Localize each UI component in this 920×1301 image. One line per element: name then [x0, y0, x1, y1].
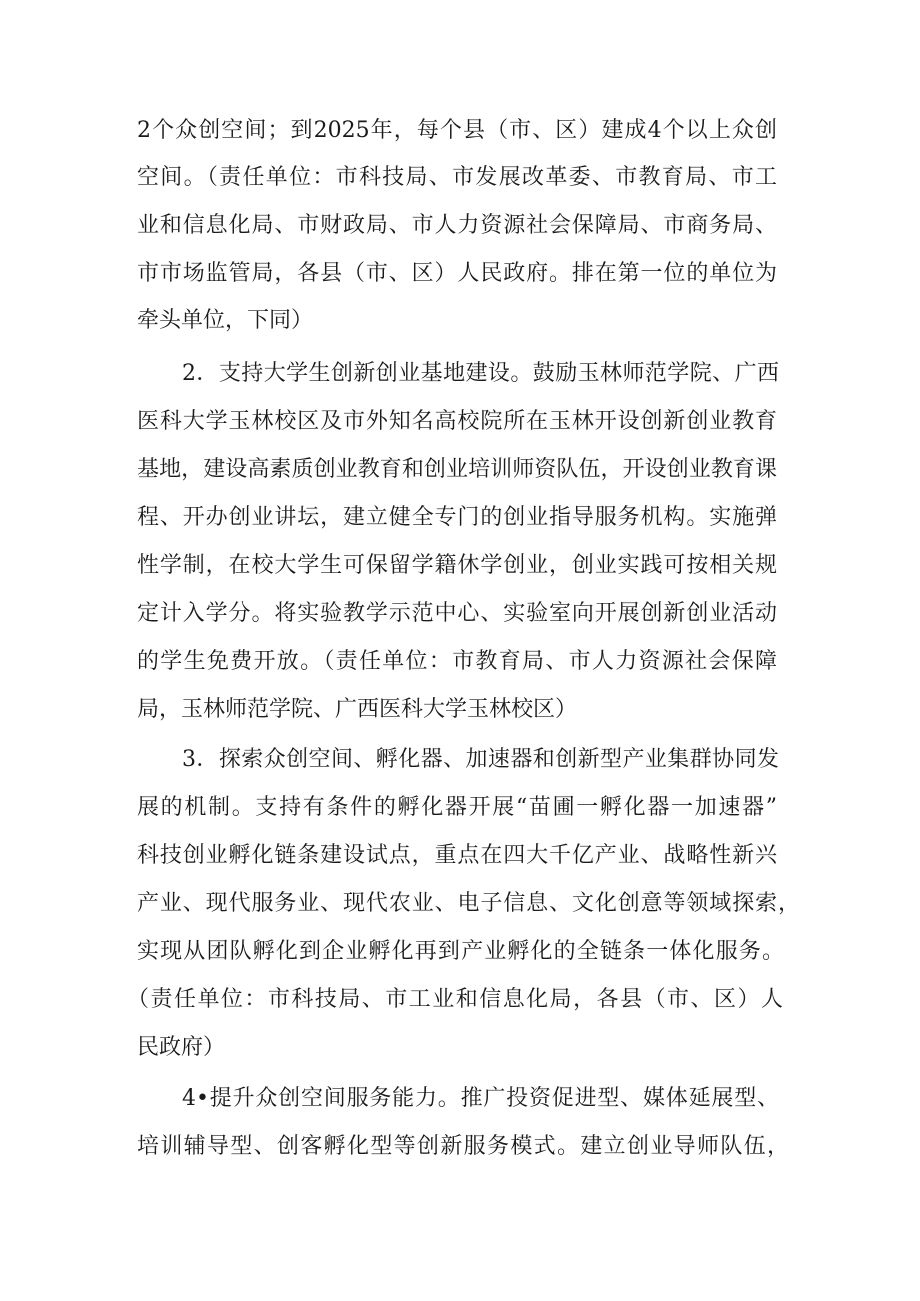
- text-line-content: 局，玉林师范学院、广西医科大学玉林校区）: [137, 697, 578, 722]
- text-line-content: 民政府）: [137, 1035, 226, 1060]
- text-line-content: 4•提升众创空间服务能力。推广投资促进型、媒体延展型、: [182, 1086, 779, 1111]
- text-line-content: 2．支持大学生创新创业基地建设。鼓励玉林师范学院、广西: [182, 361, 779, 386]
- text-line: [0, 496, 920, 540]
- text-line-content: 市市场监管局，各县（市、区）人民政府。排在第一位的单位为: [137, 261, 777, 286]
- text-line-content: 产业、现代服务业、现代农业、电子信息、文化创意等领域探索，: [137, 891, 800, 916]
- text-line: [0, 109, 920, 153]
- text-line: [0, 786, 920, 830]
- text-line-content: 程、开办创业讲坛，建立健全专门的创业指导服务机构。实施弹: [137, 505, 777, 530]
- text-line-content: 业和信息化局、市财政局、市人力资源社会保障局、市商务局、: [137, 213, 777, 238]
- text-line: [0, 1026, 920, 1070]
- text-line: [0, 978, 920, 1022]
- text-line: [0, 252, 920, 296]
- text-line-content: 性学制，在校大学生可保留学籍休学创业，创业实践可按相关规: [137, 553, 777, 578]
- text-line: [0, 544, 920, 588]
- text-line: [0, 882, 920, 926]
- text-line-content: 医科大学玉林校区及市外知名高校院所在玉林开设创新创业教育: [137, 409, 777, 434]
- text-line-content: 培训辅导型、创客孵化型等创新服务模式。建立创业导师队伍，: [137, 1134, 789, 1159]
- text-line: [0, 204, 920, 248]
- text-line-content: 基地，建设高素质创业教育和创业培训师资队伍，开设创业教育课: [137, 457, 777, 482]
- text-line-content: 科技创业孵化链条建设试点，重点在四大千亿产业、战略性新兴: [137, 843, 777, 868]
- text-line-content: 实现从团队孵化到企业孵化再到产业孵化的全链条一体化服务。: [137, 939, 784, 964]
- text-line: [0, 352, 920, 396]
- text-line-content: 3．探索众创空间、孵化器、加速器和创新型产业集群协同发: [182, 747, 779, 772]
- text-line: [0, 156, 920, 200]
- text-line: [0, 1077, 920, 1121]
- text-line: [0, 738, 920, 782]
- text-line-content: 空间。（责任单位：市科技局、市发展改革委、市教育局、市工: [137, 165, 777, 190]
- text-line: [0, 834, 920, 878]
- text-line: [0, 299, 920, 343]
- text-line: [0, 400, 920, 444]
- text-line-content: 牵头单位，下同）: [137, 308, 314, 333]
- text-line: [0, 1125, 920, 1169]
- text-line: [0, 688, 920, 732]
- text-line-content: 2个众创空间；到2025年，每个县（市、区）建成4个以上众创: [137, 118, 777, 143]
- text-line: [0, 592, 920, 636]
- text-line: [0, 930, 920, 974]
- text-line-content: 定计入学分。将实验教学示范中心、实验室向开展创新创业活动: [137, 601, 777, 626]
- text-line-content: 展的机制。支持有条件的孵化器开展“苗圃一孵化器一加速器”: [137, 795, 777, 820]
- text-line: [0, 448, 920, 492]
- text-line-content: （责任单位：市科技局、市工业和信息化局，各县（市、区）人: [127, 987, 783, 1012]
- text-line: [0, 640, 920, 684]
- text-line-content: 的学生免费开放。（责任单位：市教育局、市人力资源社会保障: [137, 649, 777, 674]
